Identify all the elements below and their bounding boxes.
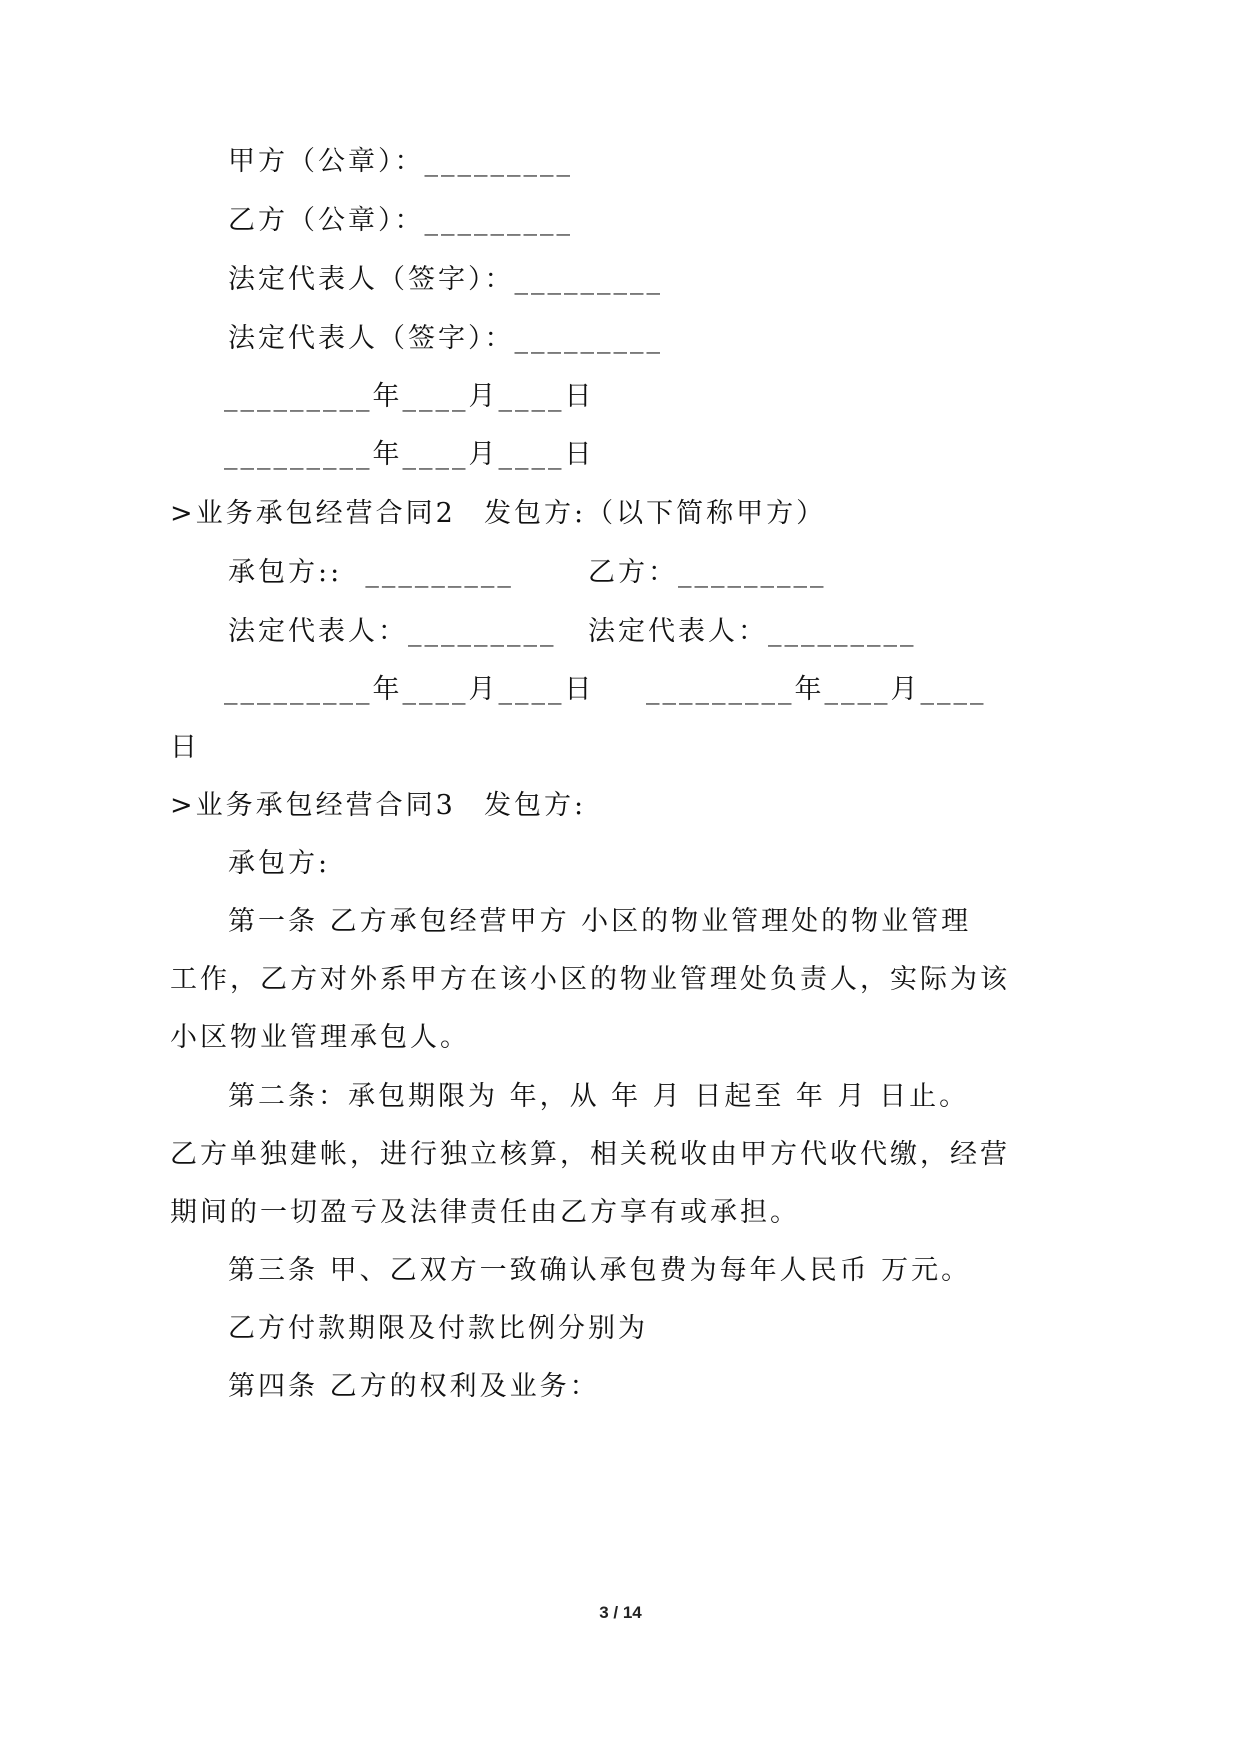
contract2-party-b: 乙方：_________ xyxy=(588,557,827,588)
article-1-line: 小区物业管理承包人。 xyxy=(170,1022,470,1053)
article-4-line: 第四条 乙方的权利及业务： xyxy=(228,1371,600,1402)
contract2-date-left: _________年____月____日 xyxy=(224,674,595,705)
page-number: 3 / 14 xyxy=(599,1603,642,1622)
contract3-issuer: 发包方: xyxy=(484,790,587,821)
contract2-heading: >业务承包经营合同2 xyxy=(170,498,456,529)
contract2-date-right: _________年____月____ xyxy=(646,674,987,705)
article-2-line: 第二条：承包期限为 年，从 年 月 日起至 年 月 日止。 xyxy=(228,1081,970,1112)
date-line: _________年____月____日 xyxy=(224,439,595,470)
article-2-line: 期间的一切盈亏及法律责任由乙方享有或承担。 xyxy=(170,1197,800,1228)
article-1-line: 工作，乙方对外系甲方在该小区的物业管理处负责人，实际为该 xyxy=(170,964,1010,995)
contract2-legal-rep-right: 法定代表人：_________ xyxy=(588,616,917,647)
article-3-line: 乙方付款期限及付款比例分别为 xyxy=(228,1313,648,1344)
legal-rep-signature-line: 法定代表人（签字）：_________ xyxy=(228,323,663,354)
contract2-issuer: 发包方:（以下简称甲方） xyxy=(484,498,827,529)
party-a-seal-line: 甲方（公章）：_________ xyxy=(228,146,573,177)
article-3-line: 第三条 甲、乙双方一致确认承包费为每年人民币 万元。 xyxy=(228,1255,972,1286)
article-1-line: 第一条 乙方承包经营甲方 小区的物业管理处的物业管理 xyxy=(228,906,972,937)
date-line: _________年____月____日 xyxy=(224,381,595,412)
party-b-seal-line: 乙方（公章）：_________ xyxy=(228,205,573,236)
legal-rep-signature-line: 法定代表人（签字）：_________ xyxy=(228,264,663,295)
contract3-heading: >业务承包经营合同3 xyxy=(170,790,456,821)
article-2-line: 乙方单独建帐，进行独立核算，相关税收由甲方代收代缴，经营 xyxy=(170,1139,1010,1170)
contract3-contractor: 承包方: xyxy=(228,848,331,879)
contract2-date-right-wrap: 日 xyxy=(170,732,200,763)
contract2-legal-rep-left: 法定代表人：_________ xyxy=(228,616,557,647)
contract2-contractor: 承包方:: _________ xyxy=(228,557,514,588)
